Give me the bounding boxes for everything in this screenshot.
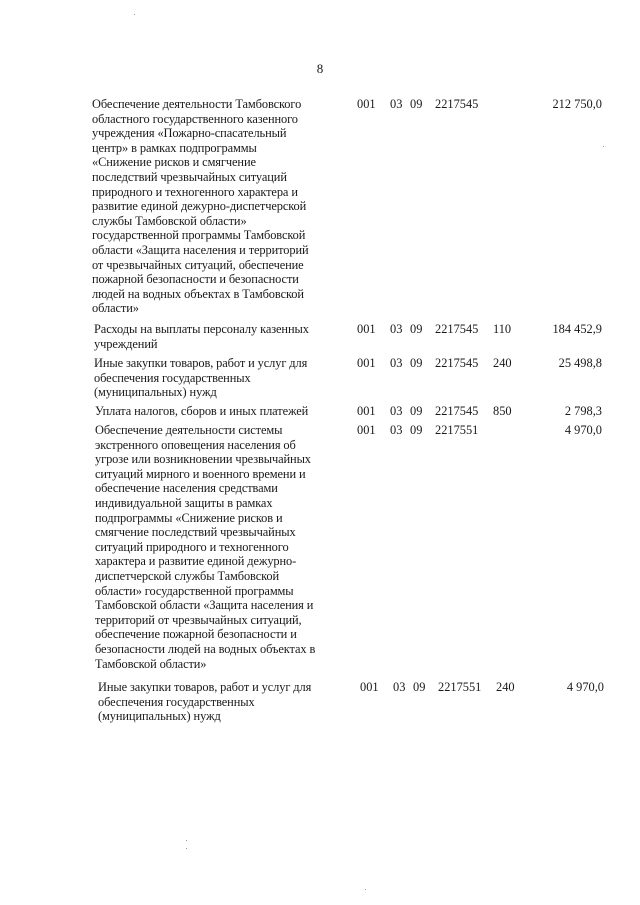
ved-code: 001 (357, 404, 376, 418)
row-description: Обеспечение деятельности системы экстренного оповещения населения об угрозе или возникновении чрезвычайных ситуаций мирного и военного времени и обеспечение населения средствами индивидуальной защиты в рамках подпрограммы «Снижение рисков и смягчение последствий чрезвычайных ситуаций природного и техногенного характера и развитие единой дежурно- диспетчерской службы Тамбовской области» государственной программы Тамбовской области «Защита населения и территорий от чрезвычайных ситуаций, обеспечение пожарной безопасности и безопасности людей на водных объектах в Тамбовской области» (95, 423, 316, 671)
ved-code: 001 (360, 680, 379, 694)
row-description: Уплата налогов, сборов и иных платежей (95, 404, 309, 418)
section-code: 03 (390, 356, 403, 370)
amount: 4 970,0 (566, 680, 604, 694)
expense-type-code: 110 (493, 322, 512, 336)
amount: 25 498,8 (558, 356, 602, 370)
scan-speck (365, 889, 366, 890)
target-article-code: 2217545 (435, 404, 479, 418)
amount: 212 750,0 (552, 97, 602, 111)
page-number: 8 (316, 61, 324, 76)
ved-code: 001 (357, 97, 376, 111)
target-article-code: 2217545 (435, 322, 479, 336)
amount: 184 452,9 (552, 322, 602, 336)
amount: 4 970,0 (564, 423, 602, 437)
ved-code: 001 (357, 356, 376, 370)
expense-type-code: 240 (496, 680, 515, 694)
ved-code: 001 (357, 423, 376, 437)
amount: 2 798,3 (564, 404, 602, 418)
subsection-code: 09 (413, 680, 426, 694)
section-code: 03 (390, 404, 403, 418)
row-description: Иные закупки товаров, работ и услуг для обеспечения государственных (муниципальных) нужд (94, 356, 308, 400)
target-article-code: 2217551 (435, 423, 479, 437)
subsection-code: 09 (410, 404, 423, 418)
subsection-code: 09 (410, 97, 423, 111)
target-article-code: 2217545 (435, 356, 479, 370)
scan-speck (134, 14, 135, 15)
subsection-code: 09 (410, 356, 423, 370)
section-code: 03 (390, 423, 403, 437)
ved-code: 001 (357, 322, 376, 336)
expense-type-code: 240 (493, 356, 512, 370)
scan-speck (186, 848, 187, 849)
target-article-code: 2217551 (438, 680, 482, 694)
row-description: Расходы на выплаты персоналу казенных учреждений (94, 322, 309, 351)
section-code: 03 (393, 680, 406, 694)
target-article-code: 2217545 (435, 97, 479, 111)
row-description: Иные закупки товаров, работ и услуг для обеспечения государственных (муниципальных) нужд (98, 680, 312, 724)
scan-speck (603, 146, 604, 147)
subsection-code: 09 (410, 322, 423, 336)
row-description: Обеспечение деятельности Тамбовского областного государственного казенного учреждения «Пожарно-спасательный центр» в рамках подпрограммы «Снижение рисков и смягчение последствий чрезвычайных ситуаций природного и техногенного характера и развитие единой дежурно-диспетчерской службы Тамбовской области» государственной программы Тамбовской области «Защита населения и территорий от чрезвычайных ситуаций, обеспечение пожарной безопасности и безопасности людей на водных объектах в Тамбовской области» (92, 97, 309, 316)
subsection-code: 09 (410, 423, 423, 437)
expense-type-code: 850 (493, 404, 512, 418)
section-code: 03 (390, 322, 403, 336)
scan-speck (186, 840, 187, 841)
section-code: 03 (390, 97, 403, 111)
